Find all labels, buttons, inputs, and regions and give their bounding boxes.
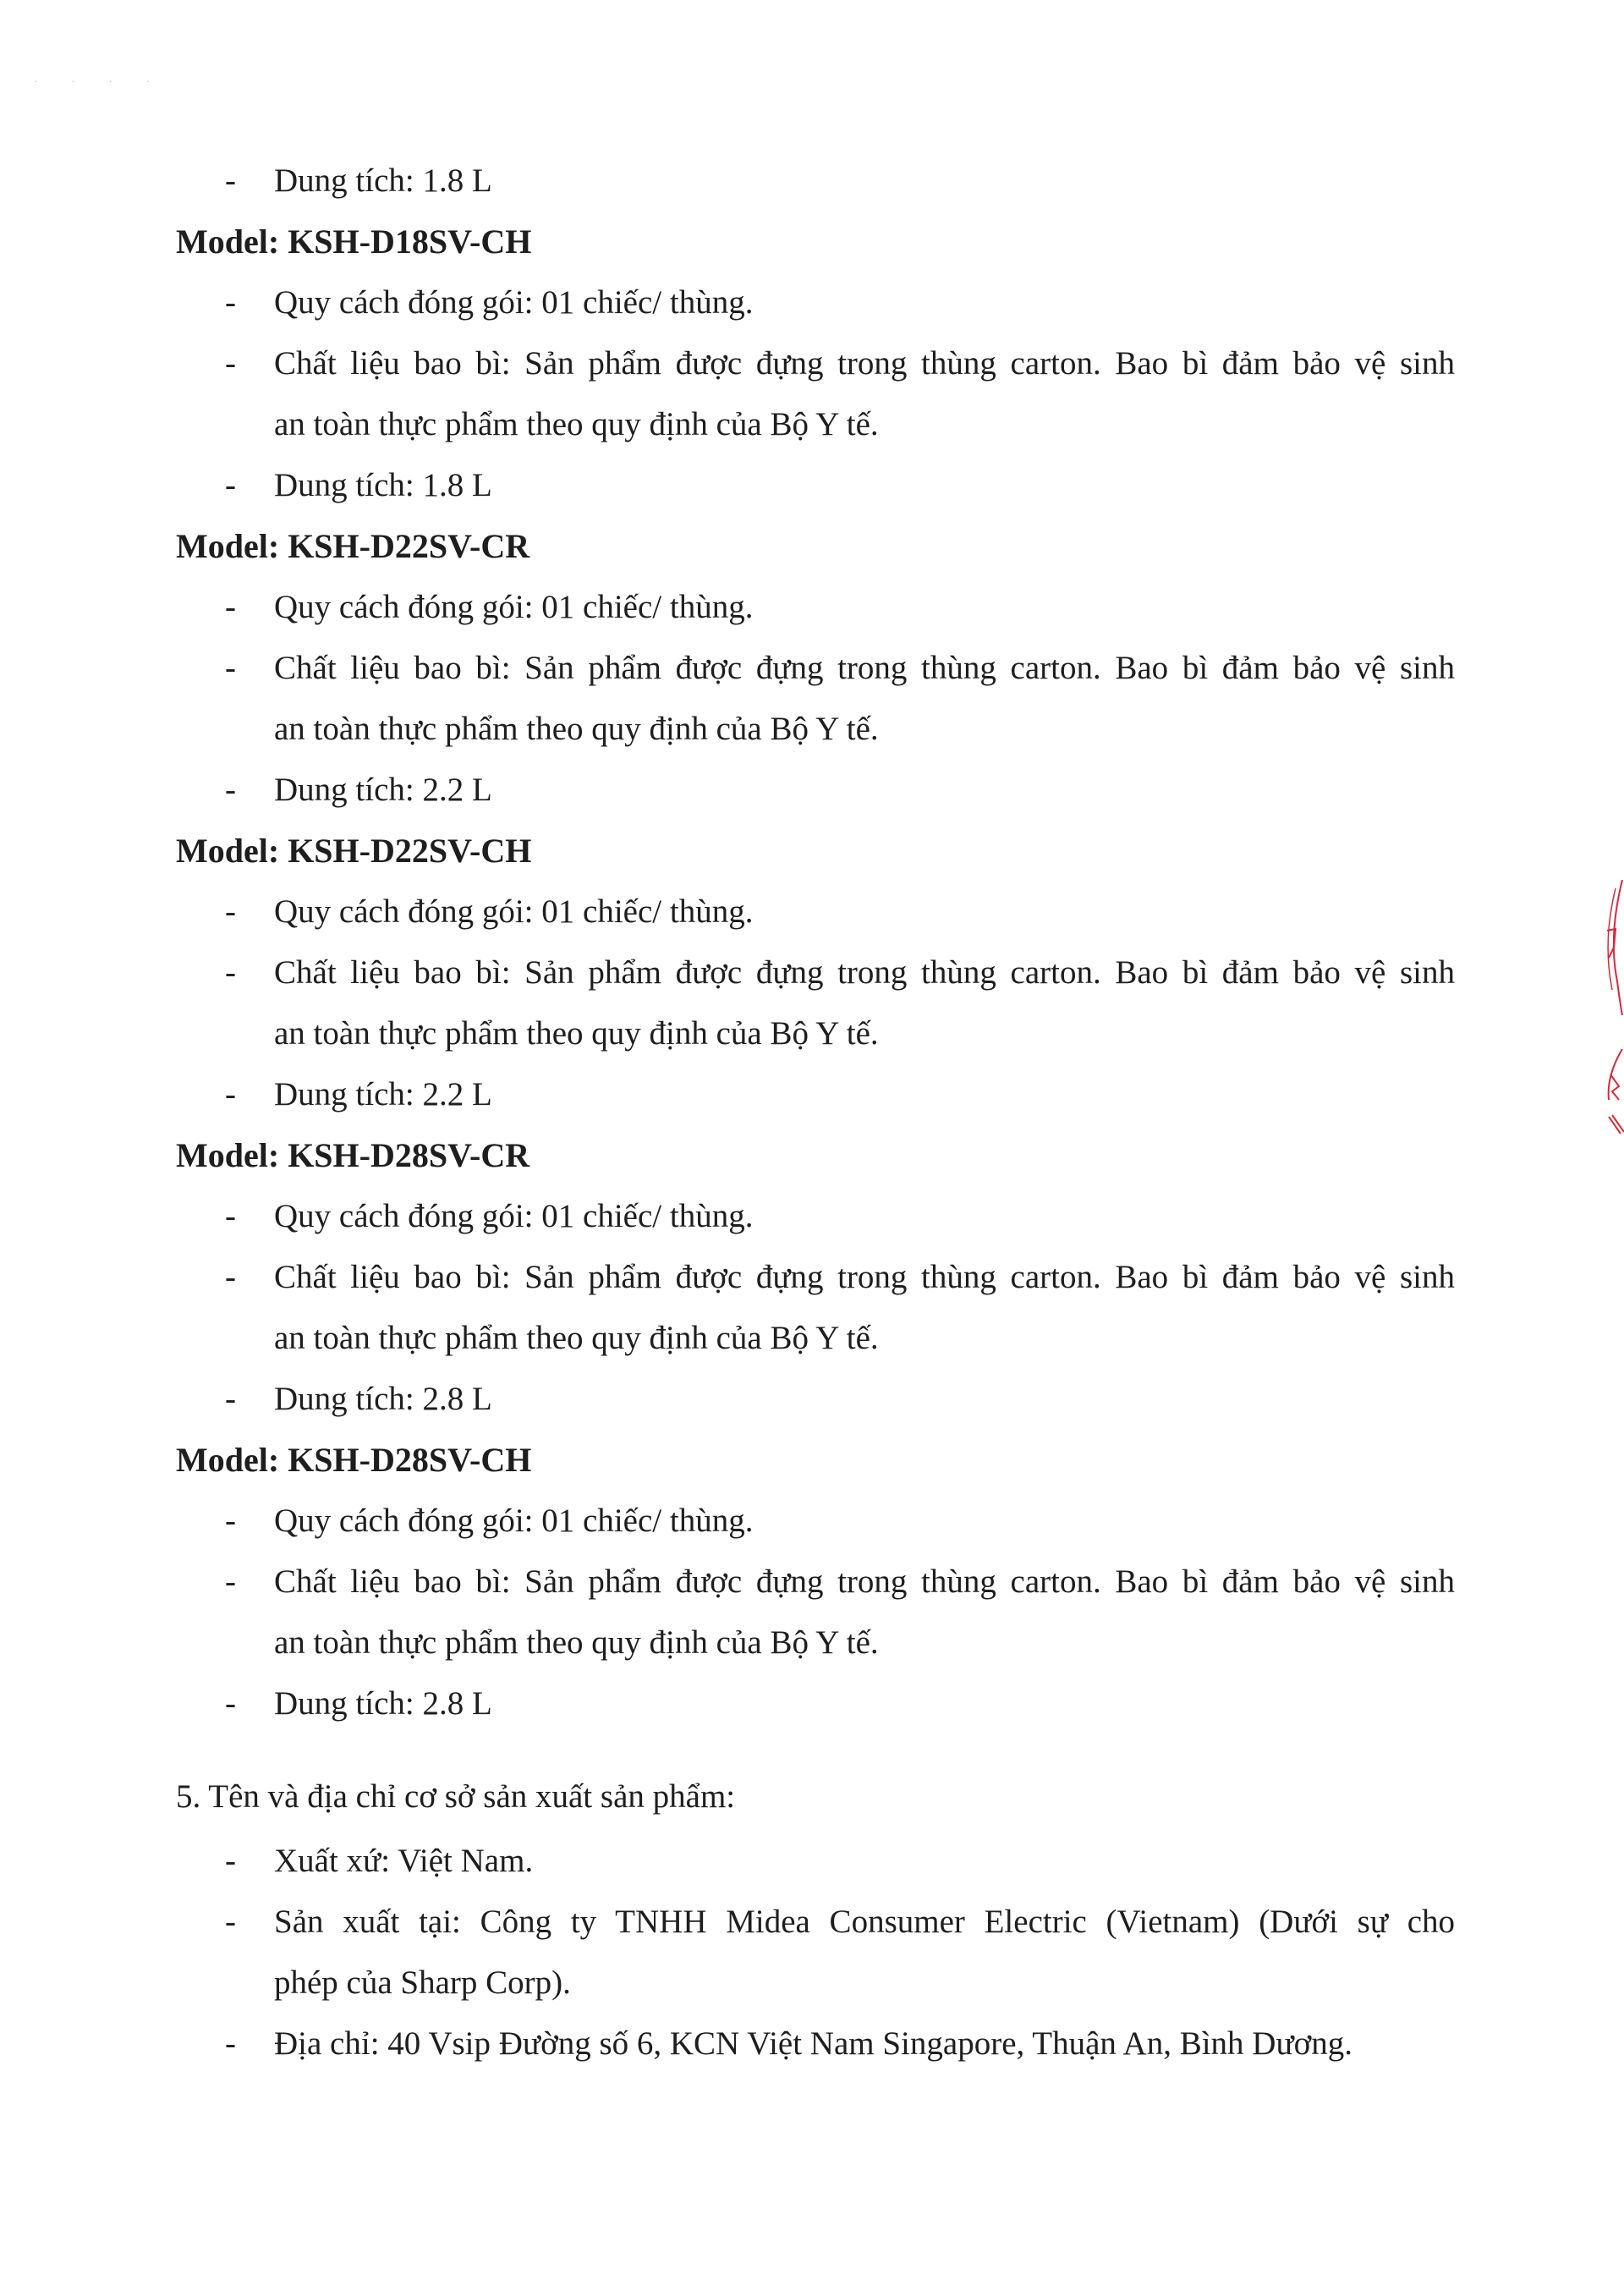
list-item-packing: Quy cách đóng gói: 01 chiếc/ thùng.	[274, 893, 754, 930]
list-dash: -	[225, 1563, 236, 1600]
list-item-material: Chất liệu bao bì: Sản phẩm được đựng trong thùng carton. Bao bì đảm bảo vệ sinh	[274, 1259, 1455, 1295]
list-dash: -	[225, 650, 236, 686]
list-item-address: Địa chỉ: 40 Vsip Đường số 6, KCN Việt Nam Singapore, Thuận An, Bình Dương.	[274, 2025, 1352, 2062]
list-item-material: Chất liệu bao bì: Sản phẩm được đựng trong thùng carton. Bao bì đảm bảo vệ sinh	[274, 345, 1455, 382]
list-item-capacity: Dung tích: 1.8 L	[274, 467, 492, 503]
model-heading: Model: KSH-D28SV-CH	[176, 1441, 532, 1479]
list-dash: -	[225, 893, 236, 930]
list-dash: -	[225, 1904, 236, 1940]
list-item-capacity: Dung tích: 2.2 L	[274, 1076, 492, 1113]
list-item-packing: Quy cách đóng gói: 01 chiếc/ thùng.	[274, 1198, 754, 1234]
list-item-material-continued: an toàn thực phẩm theo quy định của Bộ Y tế.	[274, 1320, 879, 1356]
list-item-material: Chất liệu bao bì: Sản phẩm được đựng trong thùng carton. Bao bì đảm bảo vệ sinh	[274, 954, 1455, 991]
list-item-capacity: Dung tích: 1.8 L	[274, 162, 492, 199]
list-dash: -	[225, 589, 236, 625]
section-heading: 5. Tên và địa chỉ cơ sở sản xuất sản phẩm:	[176, 1778, 736, 1815]
list-item-manufacturer-continued: phép của Sharp Corp).	[274, 1964, 571, 2001]
list-dash: -	[225, 954, 236, 991]
list-item-manufacturer: Sản xuất tại: Công ty TNHH Midea Consumer Electric (Vietnam) (Dưới sự cho	[274, 1904, 1455, 1940]
list-dash: -	[225, 1843, 236, 1879]
list-item-capacity: Dung tích: 2.8 L	[274, 1685, 492, 1722]
list-dash: -	[225, 2025, 236, 2062]
list-item-material-continued: an toàn thực phẩm theo quy định của Bộ Y tế.	[274, 1015, 879, 1052]
list-item-capacity: Dung tích: 2.8 L	[274, 1381, 492, 1417]
list-dash: -	[225, 1503, 236, 1539]
list-item-material-continued: an toàn thực phẩm theo quy định của Bộ Y tế.	[274, 1624, 879, 1661]
list-dash: -	[225, 345, 236, 382]
list-item-packing: Quy cách đóng gói: 01 chiếc/ thùng.	[274, 284, 754, 321]
list-dash: -	[225, 1381, 236, 1417]
list-item-capacity: Dung tích: 2.2 L	[274, 772, 492, 808]
stamp-fragment-icon	[1590, 1049, 1624, 1151]
list-item-packing: Quy cách đóng gói: 01 chiếc/ thùng.	[274, 1503, 754, 1539]
list-dash: -	[225, 1076, 236, 1113]
list-dash: -	[225, 772, 236, 808]
model-heading: Model: KSH-D22SV-CH	[176, 832, 532, 870]
list-item-material-continued: an toàn thực phẩm theo quy định của Bộ Y tế.	[274, 711, 879, 747]
model-heading: Model: KSH-D18SV-CH	[176, 223, 532, 261]
list-dash: -	[225, 284, 236, 321]
list-item-origin: Xuất xứ: Việt Nam.	[274, 1843, 534, 1879]
list-dash: -	[225, 1259, 236, 1295]
list-item-material-continued: an toàn thực phẩm theo quy định của Bộ Y tế.	[274, 406, 879, 442]
model-heading: Model: KSH-D28SV-CR	[176, 1136, 530, 1174]
list-item-packing: Quy cách đóng gói: 01 chiếc/ thùng.	[274, 589, 754, 625]
scan-artifact: · · · ·	[34, 76, 166, 89]
list-dash: -	[225, 1198, 236, 1234]
list-dash: -	[225, 467, 236, 503]
list-dash: -	[225, 1685, 236, 1722]
list-dash: -	[225, 162, 236, 199]
list-item-material: Chất liệu bao bì: Sản phẩm được đựng trong thùng carton. Bao bì đảm bảo vệ sinh	[274, 650, 1455, 686]
stamp-fragment-icon	[1590, 880, 1624, 1015]
model-heading: Model: KSH-D22SV-CR	[176, 527, 530, 565]
list-item-material: Chất liệu bao bì: Sản phẩm được đựng trong thùng carton. Bao bì đảm bảo vệ sinh	[274, 1563, 1455, 1600]
